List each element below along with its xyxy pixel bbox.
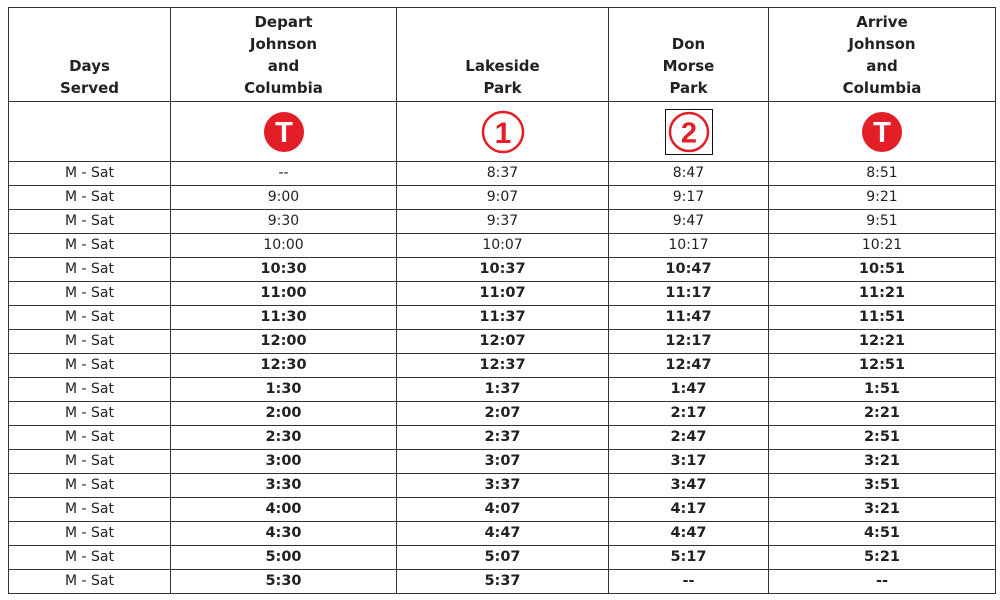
schedule-row (9, 354, 996, 378)
don-morse-time-cell: 11:17 (609, 282, 769, 306)
don-morse-time-cell: 9:17 (609, 186, 769, 210)
depart-time-cell: 12:30 (171, 354, 397, 378)
arrive-time-cell: 1:51 (769, 378, 996, 402)
lakeside-time-cell: 12:07 (397, 330, 609, 354)
don-morse-time-cell: 11:47 (609, 306, 769, 330)
arrive-time-cell: 12:21 (769, 330, 996, 354)
header-lakeside-park: Lakeside Park (397, 8, 609, 102)
depart-time-cell: 11:30 (171, 306, 397, 330)
schedule-row (9, 330, 996, 354)
timepoint-2-cell (609, 102, 769, 162)
arrive-time-cell: 9:51 (769, 210, 996, 234)
header-depart-johnson-columbia: Depart Johnson and Columbia (171, 8, 397, 102)
days-served-cell: M - Sat (9, 474, 171, 498)
schedule-row (9, 378, 996, 402)
days-served-cell: M - Sat (9, 498, 171, 522)
svg-text:T: T (274, 116, 293, 149)
arrive-time-cell: 9:21 (769, 186, 996, 210)
arrive-time-cell: 3:21 (769, 450, 996, 474)
arrive-time-cell: 12:51 (769, 354, 996, 378)
depart-time-cell: 10:00 (171, 234, 397, 258)
schedule-row (9, 306, 996, 330)
arrive-time-cell: 3:51 (769, 474, 996, 498)
don-morse-time-cell: 2:47 (609, 426, 769, 450)
don-morse-time-cell: 4:17 (609, 498, 769, 522)
lakeside-time-cell: 2:37 (397, 426, 609, 450)
lakeside-time-cell: 3:07 (397, 450, 609, 474)
days-served-cell: M - Sat (9, 402, 171, 426)
don-morse-time-cell: 12:47 (609, 354, 769, 378)
days-served-cell: M - Sat (9, 186, 171, 210)
schedule-row (9, 258, 996, 282)
schedule-row (9, 546, 996, 570)
don-morse-time-cell: 8:47 (609, 162, 769, 186)
lakeside-time-cell: 4:47 (397, 522, 609, 546)
schedule-row (9, 282, 996, 306)
don-morse-time-cell: 1:47 (609, 378, 769, 402)
empty-icon-cell (9, 102, 171, 162)
lakeside-time-cell: 10:07 (397, 234, 609, 258)
arrive-time-cell: 10:21 (769, 234, 996, 258)
arrive-time-cell: 10:51 (769, 258, 996, 282)
depart-time-cell: 3:00 (171, 450, 397, 474)
days-served-cell: M - Sat (9, 258, 171, 282)
header-arrive-johnson-columbia: Arrive Johnson and Columbia (769, 8, 996, 102)
arrive-time-cell: 8:51 (769, 162, 996, 186)
schedule-row (9, 450, 996, 474)
arrive-time-cell: -- (769, 570, 996, 594)
header-row (9, 8, 996, 102)
arrive-time-cell: 3:21 (769, 498, 996, 522)
transit-center-t-icon (861, 111, 903, 153)
days-served-cell: M - Sat (9, 210, 171, 234)
days-served-cell: M - Sat (9, 570, 171, 594)
lakeside-time-cell: 8:37 (397, 162, 609, 186)
days-served-cell: M - Sat (9, 450, 171, 474)
lakeside-time-cell: 4:07 (397, 498, 609, 522)
days-served-cell: M - Sat (9, 234, 171, 258)
days-served-cell: M - Sat (9, 162, 171, 186)
timepoint-1-cell (397, 102, 609, 162)
don-morse-time-cell: 5:17 (609, 546, 769, 570)
depart-time-cell: 4:00 (171, 498, 397, 522)
lakeside-time-cell: 9:07 (397, 186, 609, 210)
lakeside-time-cell: 3:37 (397, 474, 609, 498)
don-morse-time-cell: 3:17 (609, 450, 769, 474)
timepoint-t-arrive-cell (769, 102, 996, 162)
depart-time-cell: 9:00 (171, 186, 397, 210)
lakeside-time-cell: 1:37 (397, 378, 609, 402)
timepoint-t-cell (171, 102, 397, 162)
lakeside-time-cell: 11:37 (397, 306, 609, 330)
schedule-row (9, 498, 996, 522)
don-morse-time-cell: 2:17 (609, 402, 769, 426)
timepoint-icon-row (9, 102, 996, 162)
depart-time-cell: 9:30 (171, 210, 397, 234)
depart-time-cell: 10:30 (171, 258, 397, 282)
days-served-cell: M - Sat (9, 546, 171, 570)
schedule-row (9, 186, 996, 210)
schedule-body (9, 162, 996, 594)
timepoint-2-icon (668, 111, 710, 153)
depart-time-cell: 2:00 (171, 402, 397, 426)
transit-center-t-icon (263, 111, 305, 153)
days-served-cell: M - Sat (9, 330, 171, 354)
don-morse-time-cell: 12:17 (609, 330, 769, 354)
arrive-time-cell: 2:51 (769, 426, 996, 450)
depart-time-cell: 11:00 (171, 282, 397, 306)
header-don-morse-park: Don Morse Park (609, 8, 769, 102)
depart-time-cell: 3:30 (171, 474, 397, 498)
don-morse-time-cell: -- (609, 570, 769, 594)
schedule-row (9, 402, 996, 426)
days-served-cell: M - Sat (9, 426, 171, 450)
lakeside-time-cell: 9:37 (397, 210, 609, 234)
arrive-time-cell: 4:51 (769, 522, 996, 546)
arrive-time-cell: 5:21 (769, 546, 996, 570)
schedule-container (8, 7, 996, 594)
schedule-row (9, 162, 996, 186)
arrive-time-cell: 2:21 (769, 402, 996, 426)
timepoint-2-frame (665, 109, 713, 155)
days-served-cell: M - Sat (9, 378, 171, 402)
don-morse-time-cell: 3:47 (609, 474, 769, 498)
depart-time-cell: -- (171, 162, 397, 186)
bus-schedule-table (8, 7, 996, 594)
lakeside-time-cell: 2:07 (397, 402, 609, 426)
days-served-cell: M - Sat (9, 282, 171, 306)
schedule-row (9, 426, 996, 450)
don-morse-time-cell: 10:17 (609, 234, 769, 258)
don-morse-time-cell: 9:47 (609, 210, 769, 234)
don-morse-time-cell: 4:47 (609, 522, 769, 546)
lakeside-time-cell: 10:37 (397, 258, 609, 282)
days-served-cell: M - Sat (9, 522, 171, 546)
svg-text:1: 1 (494, 116, 511, 150)
schedule-row (9, 474, 996, 498)
schedule-row (9, 570, 996, 594)
header-days-served: Days Served (9, 8, 171, 102)
lakeside-time-cell: 5:07 (397, 546, 609, 570)
arrive-time-cell: 11:51 (769, 306, 996, 330)
svg-text:2: 2 (680, 117, 697, 149)
schedule-row (9, 234, 996, 258)
lakeside-time-cell: 11:07 (397, 282, 609, 306)
depart-time-cell: 5:30 (171, 570, 397, 594)
depart-time-cell: 4:30 (171, 522, 397, 546)
days-served-cell: M - Sat (9, 306, 171, 330)
depart-time-cell: 2:30 (171, 426, 397, 450)
arrive-time-cell: 11:21 (769, 282, 996, 306)
schedule-row (9, 522, 996, 546)
lakeside-time-cell: 12:37 (397, 354, 609, 378)
depart-time-cell: 1:30 (171, 378, 397, 402)
svg-text:T: T (873, 116, 891, 149)
days-served-cell: M - Sat (9, 354, 171, 378)
depart-time-cell: 12:00 (171, 330, 397, 354)
don-morse-time-cell: 10:47 (609, 258, 769, 282)
timepoint-1-icon (481, 110, 525, 154)
schedule-row (9, 210, 996, 234)
lakeside-time-cell: 5:37 (397, 570, 609, 594)
depart-time-cell: 5:00 (171, 546, 397, 570)
